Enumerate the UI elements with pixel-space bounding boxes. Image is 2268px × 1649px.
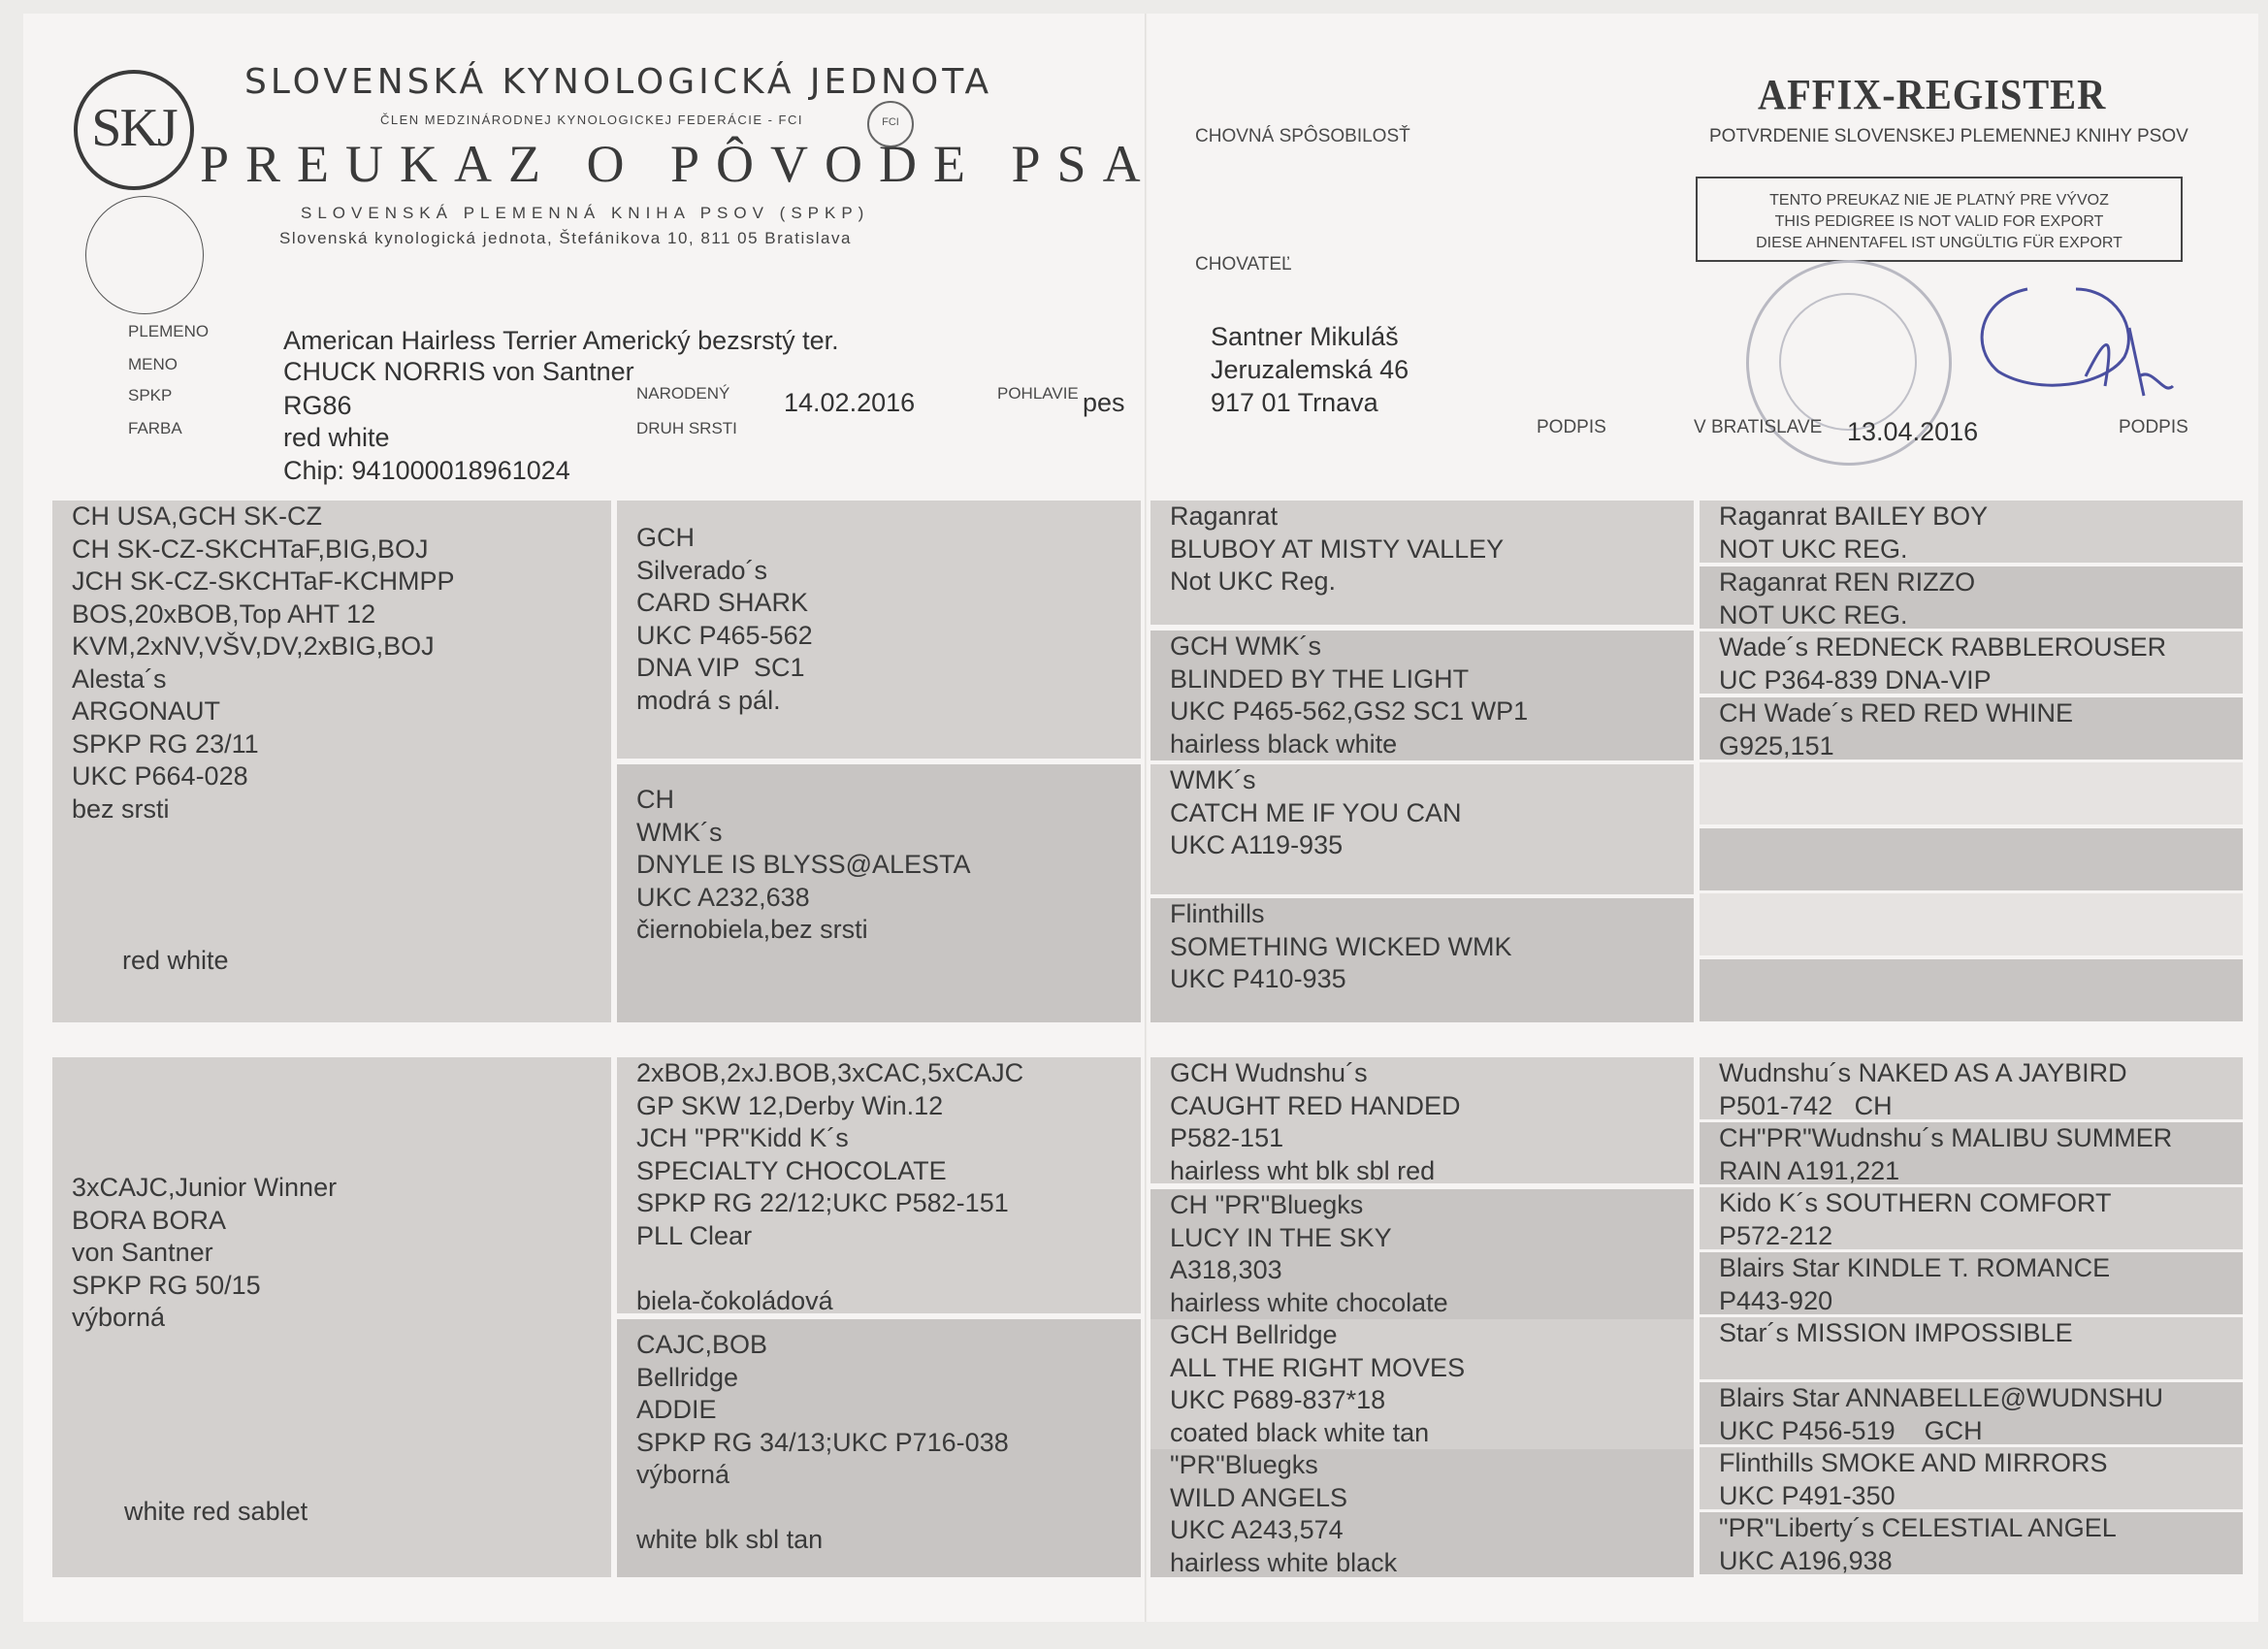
g2-cell-2 <box>617 764 1141 1022</box>
dog-spkp: RG86 <box>283 391 352 420</box>
g4-cell-9 <box>1700 1057 2243 1119</box>
cell-text: DNYLE IS BLYSS@ALESTA <box>636 850 971 879</box>
org-address: Slovenská kynologická jednota, Štefánikova 10, 811 05 Bratislava <box>279 229 852 247</box>
cell-text: P572-212 <box>1719 1220 1833 1250</box>
cell-text: BLINDED BY THE LIGHT <box>1170 663 1470 694</box>
label-color: FARBA <box>128 419 182 437</box>
cell-text: G925,151 <box>1719 730 1834 760</box>
g3-cell-7 <box>1150 1319 1694 1449</box>
label-breeder: CHOVATEĽ <box>1195 254 1292 275</box>
cell-text: UKC P465-562,GS2 SC1 WP1 <box>1170 696 1529 726</box>
cell-text: CARD SHARK <box>636 588 809 617</box>
g3-cell-6 <box>1150 1189 1694 1319</box>
org-name: SLOVENSKÁ KYNOLOGICKÁ JEDNOTA <box>244 62 993 102</box>
cell-text: Star´s MISSION IMPOSSIBLE <box>1719 1318 2073 1347</box>
dog-chip: Chip: 941000018961024 <box>283 456 570 485</box>
cell-text: UKC A196,938 <box>1719 1545 1893 1575</box>
label-sex: POHLAVIE <box>997 384 1079 403</box>
cell-text: CH"PR"Wudnshu´s MALIBU SUMMER <box>1719 1123 2173 1152</box>
cell-text: SPKP RG 34/13;UKC P716-038 <box>636 1427 1009 1457</box>
breeder-street: Jeruzalemská 46 <box>1211 355 1409 384</box>
cell-text: UKC A119-935 <box>1170 830 1344 859</box>
cell-text: ADDIE <box>636 1395 717 1424</box>
cell-text: JCH "PR"Kidd K´s <box>636 1123 849 1152</box>
cell-text: LUCY IN THE SKY <box>1170 1222 1392 1252</box>
g2-cell-1 <box>617 501 1141 759</box>
label-spkp: SPKP <box>128 386 173 404</box>
cell-text: JCH SK-CZ-SKCHTaF-KCHMPP <box>72 566 455 596</box>
cell-text: hairless white black <box>1170 1547 1398 1577</box>
stud-book-name: SLOVENSKÁ PLEMENNÁ KNIHA PSOV (SPKP) <box>301 204 870 222</box>
breeder-name: Santner Mikuláš <box>1211 322 1399 351</box>
cell-text: ALL THE RIGHT MOVES <box>1170 1352 1466 1382</box>
cell-text <box>636 1492 1141 1525</box>
dog-born: 14.02.2016 <box>784 388 916 417</box>
dog-name: CHUCK NORRIS von Santner <box>283 357 634 386</box>
cell-text: GCH Bellridge <box>1170 1320 1338 1349</box>
label-name: MENO <box>128 355 178 373</box>
cell-text: coated black white tan <box>1170 1417 1430 1447</box>
cell-text: Raganrat <box>1170 501 1279 531</box>
label-place: V BRATISLAVE <box>1694 417 1823 437</box>
cell-text: RAIN A191,221 <box>1719 1155 1900 1185</box>
cell-text: výborná <box>636 1460 730 1489</box>
cell-text: UKC P465-562 <box>636 620 813 650</box>
cell-text: WMK´s <box>636 817 723 847</box>
g4-cell-13 <box>1700 1317 2243 1379</box>
cell-text: hairless white chocolate <box>1170 1287 1448 1317</box>
fci-logo-text: FCI <box>882 116 899 128</box>
page-title: PREUKAZ O PÔVODE PSA <box>200 135 1157 193</box>
cell-text: GCH WMK´s <box>1170 631 1321 661</box>
cell-text: SPECIALTY CHOCOLATE <box>636 1155 947 1185</box>
cell-text: SPKP RG 22/12;UKC P582-151 <box>636 1188 1009 1217</box>
label-signature-breeder: PODPIS <box>1537 417 1606 437</box>
cell-text: BORA BORA <box>72 1205 227 1235</box>
cell-text: čiernobiela,bez srsti <box>636 915 868 944</box>
label-breed: PLEMENO <box>128 322 210 340</box>
cell-text: 3xCAJC,Junior Winner <box>72 1173 338 1202</box>
dam-cell <box>52 1057 611 1577</box>
g4-cell-12 <box>1700 1252 2243 1314</box>
cell-text: CH SK-CZ-SKCHTaF,BIG,BOJ <box>72 534 429 564</box>
g4-cell-15 <box>1700 1447 2243 1509</box>
cell-text: von Santner <box>72 1238 213 1267</box>
cell-text: Wade´s REDNECK RABBLEROUSER <box>1719 632 2167 662</box>
cell-text: výborná <box>72 1303 166 1332</box>
cell-text: Wudnshu´s NAKED AS A JAYBIRD <box>1719 1058 2127 1087</box>
cell-text: CH "PR"Bluegks <box>1170 1190 1364 1219</box>
cell-text: UKC P410-935 <box>1170 964 1346 993</box>
cell-text: WILD ANGELS <box>1170 1482 1348 1512</box>
g2-cell-4 <box>617 1319 1141 1577</box>
cell-text: WMK´s <box>1170 765 1256 794</box>
cell-text: ARGONAUT <box>72 696 221 726</box>
org-membership: ČLEN MEDZINÁRODNEJ KYNOLOGICKEJ FEDERÁCIE - FCI <box>380 113 803 127</box>
cell-text: hairless black white <box>1170 728 1398 759</box>
cell-text: NOT UKC REG. <box>1719 599 1908 630</box>
cell-text <box>636 1252 1141 1285</box>
cell-text: "PR"Liberty´s CELESTIAL ANGEL <box>1719 1513 2117 1542</box>
center-fold <box>1145 14 1148 1622</box>
g4-cell-5 <box>1700 762 2243 824</box>
skj-logo-text: SKJ <box>91 98 177 158</box>
cell-text: CH <box>636 785 674 814</box>
g4-cell-4 <box>1700 697 2243 760</box>
g4-cell-14 <box>1700 1382 2243 1444</box>
cell-text: Blairs Star KINDLE T. ROMANCE <box>1719 1253 2111 1282</box>
cell-text: CH Wade´s RED RED WHINE <box>1719 698 2074 728</box>
g4-cell-3 <box>1700 631 2243 694</box>
sire-color: red white <box>122 946 229 975</box>
cell-text: DNA VIP SC1 <box>636 653 805 682</box>
label-coat: DRUH SRSTI <box>636 419 737 437</box>
stud-book-confirmation: POTVRDENIE SLOVENSKEJ PLEMENNEJ KNIHY PSOV <box>1709 126 2188 146</box>
cell-text: Alesta´s <box>72 663 167 694</box>
cell-text: CAUGHT RED HANDED <box>1170 1090 1461 1120</box>
cell-text: BOS,20xBOB,Top AHT 12 <box>72 598 376 629</box>
cell-text: UKC P456-519 GCH <box>1719 1415 1983 1445</box>
cell-text: white blk sbl tan <box>636 1525 824 1554</box>
g3-cell-3 <box>1150 764 1694 894</box>
g4-cell-16 <box>1700 1512 2243 1574</box>
cell-text: modrá s pál. <box>636 685 781 715</box>
signature-icon <box>1960 270 2192 425</box>
dam-color: white red sablet <box>124 1497 308 1526</box>
cell-text: "PR"Bluegks <box>1170 1450 1318 1479</box>
cell-text: GCH <box>636 523 695 552</box>
g4-cell-2 <box>1700 566 2243 629</box>
cell-text: UKC A232,638 <box>636 882 810 912</box>
cell-text: KVM,2xNV,VŠV,DV,2xBIG,BOJ <box>72 631 435 661</box>
g4-cell-7 <box>1700 893 2243 955</box>
g4-cell-6 <box>1700 828 2243 890</box>
g3-cell-2 <box>1150 630 1694 760</box>
cell-text: NOT UKC REG. <box>1719 534 1908 564</box>
label-breeding-ability: CHOVNÁ SPÔSOBILOSŤ <box>1195 126 1410 146</box>
label-born: NARODENÝ <box>636 384 730 403</box>
cell-text: BLUBOY AT MISTY VALLEY <box>1170 534 1505 564</box>
cell-text: Kido K´s SOUTHERN COMFORT <box>1719 1188 2112 1217</box>
dog-breed: American Hairless Terrier Americký bezsrstý ter. <box>283 326 839 355</box>
photo-circle <box>85 196 204 314</box>
export-notice <box>1696 177 2183 262</box>
dog-color: red white <box>283 423 390 452</box>
cell-text: GCH Wudnshu´s <box>1170 1058 1368 1087</box>
cell-text: CATCH ME IF YOU CAN <box>1170 797 1462 827</box>
cell-text: Blairs Star ANNABELLE@WUDNSHU <box>1719 1383 2164 1412</box>
g3-cell-8 <box>1150 1449 1694 1577</box>
seal-inner-ring <box>1779 293 1917 431</box>
breeder-city: 917 01 Trnava <box>1211 388 1378 417</box>
cell-text: hairless wht blk sbl red <box>1170 1155 1436 1185</box>
cell-text: GP SKW 12,Derby Win.12 <box>636 1090 944 1120</box>
sire-cell <box>52 501 611 1022</box>
cell-text: bez srsti <box>72 793 170 824</box>
cell-text: SPKP RG 50/15 <box>72 1270 261 1300</box>
cell-text: Bellridge <box>636 1362 739 1392</box>
cell-text: UKC P664-028 <box>72 761 248 791</box>
affix-register-title: AFFIX-REGISTER <box>1758 71 2107 118</box>
cell-text: biela-čokoládová <box>636 1285 833 1315</box>
g3-cell-4 <box>1150 898 1694 1022</box>
g4-cell-1 <box>1700 501 2243 563</box>
cell-text: P582-151 <box>1170 1123 1284 1152</box>
cell-text: Raganrat REN RIZZO <box>1719 567 1976 597</box>
g3-cell-1 <box>1150 501 1694 625</box>
g4-cell-8 <box>1700 959 2243 1021</box>
cell-text: SPKP RG 23/11 <box>72 728 259 759</box>
dog-sex: pes <box>1083 388 1125 417</box>
export-notice-sk: TENTO PREUKAZ NIE JE PLATNÝ PRE VÝVOZ <box>1769 192 2109 209</box>
cell-text: 2xBOB,2xJ.BOB,3xCAC,5xCAJC <box>636 1058 1024 1087</box>
cell-text: PLL Clear <box>636 1220 753 1250</box>
cell-text: A318,303 <box>1170 1255 1282 1284</box>
g4-cell-10 <box>1700 1122 2243 1184</box>
cell-text: P443-920 <box>1719 1285 1833 1315</box>
g3-cell-5 <box>1150 1057 1694 1183</box>
cell-text: Flinthills <box>1170 899 1265 928</box>
cell-text: CH USA,GCH SK-CZ <box>72 501 323 531</box>
register-date: 13.04.2016 <box>1847 417 1979 446</box>
cell-text: UKC P689-837*18 <box>1170 1385 1386 1414</box>
cell-text: P501-742 CH <box>1719 1090 1893 1120</box>
g2-cell-3 <box>617 1057 1141 1313</box>
cell-text: Silverado´s <box>636 555 768 585</box>
cell-text: CAJC,BOB <box>636 1330 768 1359</box>
cell-text: Not UKC Reg. <box>1170 566 1337 596</box>
skj-logo-icon <box>74 70 194 190</box>
cell-text: UKC P491-350 <box>1719 1480 1895 1510</box>
label-signature-register: PODPIS <box>2119 417 2188 437</box>
cell-text: UC P364-839 DNA-VIP <box>1719 664 1992 695</box>
cell-text: Raganrat BAILEY BOY <box>1719 501 1989 531</box>
cell-text: UKC A243,574 <box>1170 1515 1344 1544</box>
g4-cell-11 <box>1700 1187 2243 1249</box>
export-notice-en: THIS PEDIGREE IS NOT VALID FOR EXPORT <box>1774 213 2104 230</box>
export-notice-de: DIESE AHNENTAFEL IST UNGÜLTIG FÜR EXPORT <box>1756 235 2122 251</box>
cell-text: SOMETHING WICKED WMK <box>1170 931 1512 961</box>
cell-text: Flinthills SMOKE AND MIRRORS <box>1719 1448 2108 1477</box>
